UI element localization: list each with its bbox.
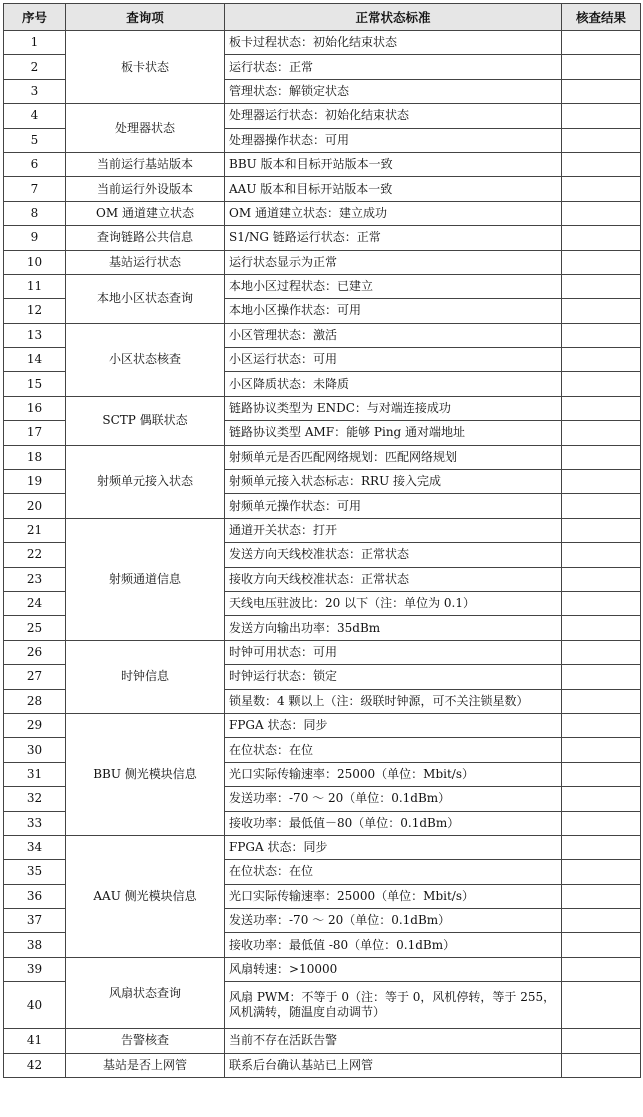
table-row: [4, 396, 641, 420]
row-number: 30: [4, 738, 66, 762]
query-item: 本地小区状态查询: [66, 274, 225, 323]
check-result-cell[interactable]: [562, 79, 641, 103]
normal-standard: 小区运行状态：可用: [225, 348, 562, 372]
normal-standard: 在位状态：在位: [225, 738, 562, 762]
normal-standard: 板卡过程状态：初始化结束状态: [225, 31, 562, 55]
table-row: [4, 957, 641, 981]
header-check-result: 核查结果: [562, 4, 641, 31]
check-result-cell[interactable]: [562, 665, 641, 689]
normal-standard: AAU 版本和目标开站版本一致: [225, 177, 562, 201]
normal-standard: 风扇 PWM：不等于 0（注：等于 0，风机停转，等于 255，风机满转，随温度自动调节）: [225, 982, 562, 1029]
check-result-cell[interactable]: [562, 445, 641, 469]
check-result-cell[interactable]: [562, 518, 641, 542]
query-item: 射频通道信息: [66, 518, 225, 640]
table-row: [4, 323, 641, 347]
normal-standard: 射频单元操作状态：可用: [225, 494, 562, 518]
normal-standard: 联系后台确认基站已上网管: [225, 1053, 562, 1077]
table-row: [4, 518, 641, 542]
query-item: 射频单元接入状态: [66, 445, 225, 518]
row-number: 2: [4, 55, 66, 79]
normal-standard: 射频单元接入状态标志：RRU 接入完成: [225, 470, 562, 494]
check-result-cell[interactable]: [562, 640, 641, 664]
row-number: 23: [4, 567, 66, 591]
table-row: [4, 104, 641, 128]
row-number: 32: [4, 787, 66, 811]
header-normal-standard: 正常状态标准: [225, 4, 562, 31]
check-table-container: [3, 3, 640, 1078]
normal-standard: FPGA 状态：同步: [225, 713, 562, 737]
check-result-cell[interactable]: [562, 177, 641, 201]
table-row: [4, 177, 641, 201]
check-result-cell[interactable]: [562, 591, 641, 615]
row-number: 31: [4, 762, 66, 786]
row-number: 13: [4, 323, 66, 347]
query-item: BBU 侧光模块信息: [66, 713, 225, 835]
table-row: [4, 713, 641, 737]
normal-standard: 运行状态显示为正常: [225, 250, 562, 274]
check-result-cell[interactable]: [562, 55, 641, 79]
row-number: 3: [4, 79, 66, 103]
header-query-item: 查询项: [66, 4, 225, 31]
check-result-cell[interactable]: [562, 787, 641, 811]
check-result-cell[interactable]: [562, 250, 641, 274]
query-item: OM 通道建立状态: [66, 201, 225, 225]
normal-standard: 光口实际传输速率：25000（单位：Mbit/s）: [225, 884, 562, 908]
row-number: 15: [4, 372, 66, 396]
row-number: 38: [4, 933, 66, 957]
table-row: [4, 201, 641, 225]
normal-standard: 发送功率：-70 ～ 20（单位：0.1dBm）: [225, 787, 562, 811]
check-result-cell[interactable]: [562, 884, 641, 908]
row-number: 21: [4, 518, 66, 542]
header-seq: 序号: [4, 4, 66, 31]
normal-standard: 本地小区过程状态：已建立: [225, 274, 562, 298]
row-number: 39: [4, 957, 66, 981]
check-result-cell[interactable]: [562, 348, 641, 372]
row-number: 1: [4, 31, 66, 55]
row-number: 25: [4, 616, 66, 640]
row-number: 33: [4, 811, 66, 835]
check-result-cell[interactable]: [562, 811, 641, 835]
normal-standard: 本地小区操作状态：可用: [225, 299, 562, 323]
row-number: 12: [4, 299, 66, 323]
check-result-cell[interactable]: [562, 226, 641, 250]
check-result-cell[interactable]: [562, 543, 641, 567]
query-item: 小区状态核查: [66, 323, 225, 396]
row-number: 34: [4, 835, 66, 859]
check-result-cell[interactable]: [562, 713, 641, 737]
row-number: 40: [4, 982, 66, 1029]
check-result-cell[interactable]: [562, 909, 641, 933]
normal-standard: 处理器操作状态：可用: [225, 128, 562, 152]
row-number: 7: [4, 177, 66, 201]
row-number: 27: [4, 665, 66, 689]
table-row: [4, 835, 641, 859]
row-number: 36: [4, 884, 66, 908]
row-number: 26: [4, 640, 66, 664]
row-number: 8: [4, 201, 66, 225]
normal-standard: OM 通道建立状态：建立成功: [225, 201, 562, 225]
check-result-cell[interactable]: [562, 372, 641, 396]
normal-standard: 接收方向天线校准状态：正常状态: [225, 567, 562, 591]
normal-standard: 接收功率：最低值－80（单位：0.1dBm）: [225, 811, 562, 835]
normal-standard: 发送方向天线校准状态：正常状态: [225, 543, 562, 567]
normal-standard: FPGA 状态：同步: [225, 835, 562, 859]
check-result-cell[interactable]: [562, 1029, 641, 1053]
query-item: 基站是否上网管: [66, 1053, 225, 1077]
check-result-cell[interactable]: [562, 567, 641, 591]
check-result-cell[interactable]: [562, 128, 641, 152]
normal-standard: 发送功率：-70 ～ 20（单位：0.1dBm）: [225, 909, 562, 933]
check-result-cell[interactable]: [562, 396, 641, 420]
row-number: 4: [4, 104, 66, 128]
normal-standard: 接收功率：最低值 -80（单位：0.1dBm）: [225, 933, 562, 957]
query-item: 板卡状态: [66, 31, 225, 104]
row-number: 11: [4, 274, 66, 298]
normal-standard: 光口实际传输速率：25000（单位：Mbit/s）: [225, 762, 562, 786]
row-number: 20: [4, 494, 66, 518]
row-number: 6: [4, 152, 66, 176]
table-row: [4, 1053, 641, 1077]
check-result-cell[interactable]: [562, 323, 641, 347]
normal-standard: S1/NG 链路运行状态：正常: [225, 226, 562, 250]
check-result-cell[interactable]: [562, 1053, 641, 1077]
normal-standard: 时钟可用状态：可用: [225, 640, 562, 664]
check-result-cell[interactable]: [562, 957, 641, 981]
query-item: 风扇状态查询: [66, 957, 225, 1028]
query-item: 当前运行外设版本: [66, 177, 225, 201]
query-item: AAU 侧光模块信息: [66, 835, 225, 957]
query-item: 当前运行基站版本: [66, 152, 225, 176]
normal-standard: 当前不存在活跃告警: [225, 1029, 562, 1053]
normal-standard: 运行状态：正常: [225, 55, 562, 79]
table-row: [4, 640, 641, 664]
row-number: 41: [4, 1029, 66, 1053]
normal-standard: 小区管理状态：激活: [225, 323, 562, 347]
row-number: 16: [4, 396, 66, 420]
normal-standard: 处理器运行状态：初始化结束状态: [225, 104, 562, 128]
normal-standard: 发送方向输出功率：35dBm: [225, 616, 562, 640]
normal-standard: BBU 版本和目标开站版本一致: [225, 152, 562, 176]
check-result-cell[interactable]: [562, 835, 641, 859]
status-check-table: [3, 3, 641, 1078]
normal-standard: 小区降质状态：未降质: [225, 372, 562, 396]
normal-standard: 通道开关状态：打开: [225, 518, 562, 542]
normal-standard: 射频单元是否匹配网络规划：匹配网络规划: [225, 445, 562, 469]
table-row: [4, 274, 641, 298]
check-result-cell[interactable]: [562, 104, 641, 128]
query-item: 时钟信息: [66, 640, 225, 713]
check-result-cell[interactable]: [562, 616, 641, 640]
row-number: 10: [4, 250, 66, 274]
row-number: 29: [4, 713, 66, 737]
row-number: 17: [4, 421, 66, 445]
normal-standard: 风扇转速：>10000: [225, 957, 562, 981]
table-row: [4, 152, 641, 176]
table-row: [4, 1029, 641, 1053]
table-row: [4, 226, 641, 250]
check-result-cell[interactable]: [562, 982, 641, 1029]
normal-standard: 链路协议类型为 ENDC：与对端连接成功: [225, 396, 562, 420]
check-result-cell[interactable]: [562, 31, 641, 55]
check-result-cell[interactable]: [562, 421, 641, 445]
query-item: 基站运行状态: [66, 250, 225, 274]
check-result-cell[interactable]: [562, 274, 641, 298]
check-result-cell[interactable]: [562, 762, 641, 786]
row-number: 37: [4, 909, 66, 933]
row-number: 24: [4, 591, 66, 615]
query-item: 告警核查: [66, 1029, 225, 1053]
table-row: [4, 445, 641, 469]
row-number: 14: [4, 348, 66, 372]
normal-standard: 锁星数：4 颗以上（注：级联时钟源，可不关注锁星数）: [225, 689, 562, 713]
check-result-cell[interactable]: [562, 494, 641, 518]
query-item: SCTP 偶联状态: [66, 396, 225, 445]
check-result-cell[interactable]: [562, 933, 641, 957]
query-item: 处理器状态: [66, 104, 225, 153]
check-result-cell[interactable]: [562, 860, 641, 884]
normal-standard: 链路协议类型 AMF：能够 Ping 通对端地址: [225, 421, 562, 445]
row-number: 42: [4, 1053, 66, 1077]
check-result-cell[interactable]: [562, 152, 641, 176]
table-body: [4, 31, 641, 1078]
query-item: 查询链路公共信息: [66, 226, 225, 250]
row-number: 19: [4, 470, 66, 494]
table-header-row: [4, 4, 641, 31]
row-number: 35: [4, 860, 66, 884]
check-result-cell[interactable]: [562, 299, 641, 323]
normal-standard: 管理状态：解锁定状态: [225, 79, 562, 103]
normal-standard: 时钟运行状态：锁定: [225, 665, 562, 689]
table-row: [4, 31, 641, 55]
row-number: 18: [4, 445, 66, 469]
check-result-cell[interactable]: [562, 201, 641, 225]
normal-standard: 在位状态：在位: [225, 860, 562, 884]
row-number: 9: [4, 226, 66, 250]
row-number: 5: [4, 128, 66, 152]
row-number: 22: [4, 543, 66, 567]
row-number: 28: [4, 689, 66, 713]
normal-standard: 天线电压驻波比：20 以下（注：单位为 0.1）: [225, 591, 562, 615]
check-result-cell[interactable]: [562, 470, 641, 494]
table-row: [4, 250, 641, 274]
check-result-cell[interactable]: [562, 689, 641, 713]
check-result-cell[interactable]: [562, 738, 641, 762]
